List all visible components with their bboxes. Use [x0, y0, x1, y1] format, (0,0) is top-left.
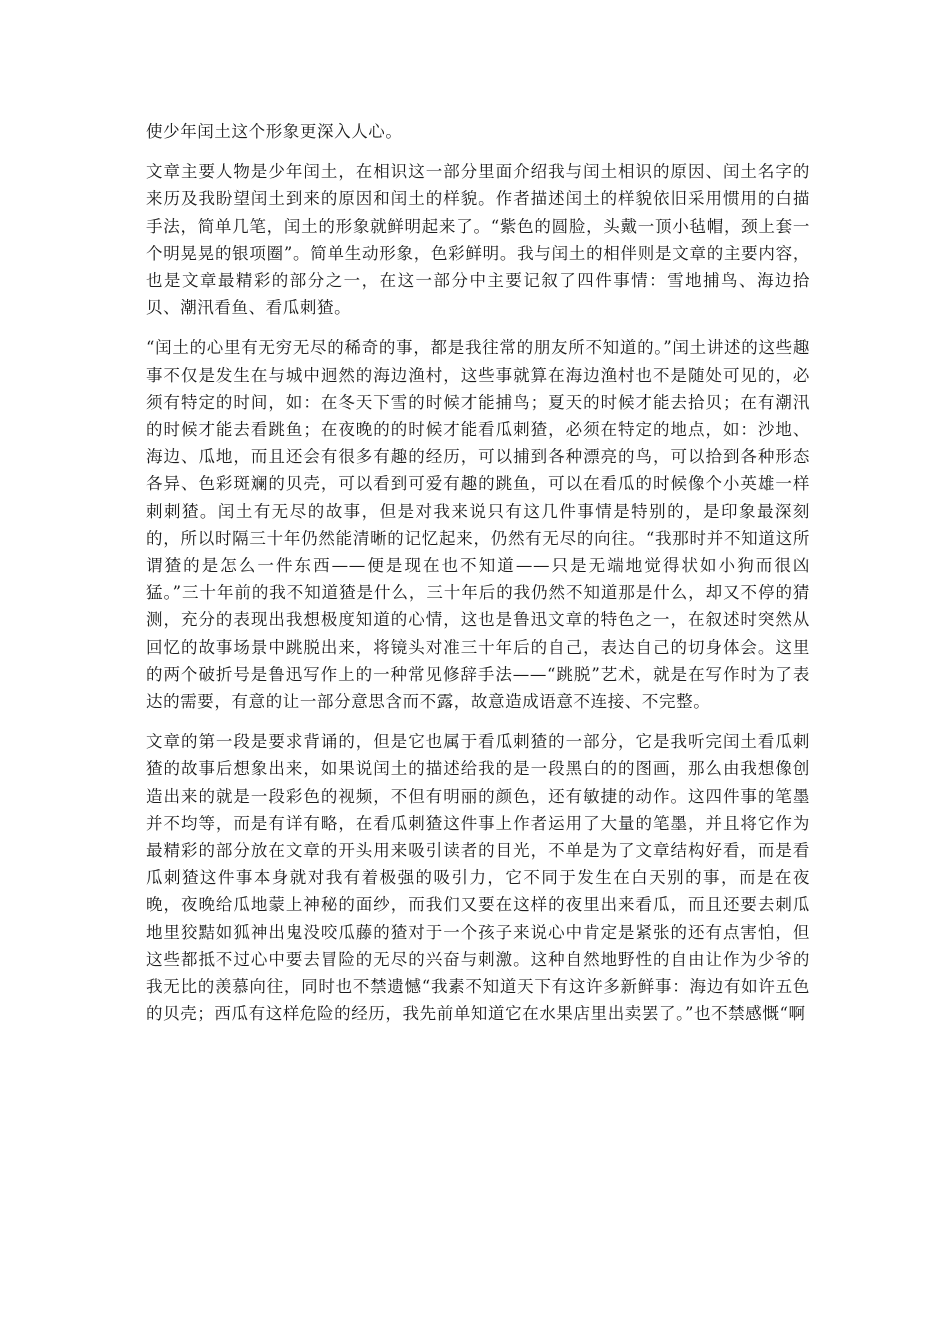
- document-body: [146, 118, 810, 1041]
- paragraph-1: 使少年闰土这个形象更深入人心。: [146, 122, 403, 141]
- paragraph-4: 文章的第一段是要求背诵的，但是它也属于看瓜刺猹的一部分，它是我听完闰土看瓜刺猹的故事后想象出来，如果说闰土的描述给我的是一段黑白的的图画，那么由我想像创造出来的就是一段彩色的视频，不但有明丽的颜色，还有敏捷的动作。这四件事的笔墨并不均等，而是有详有略，在看瓜刺猹这件事上作者运用了大量的笔墨，并且将它作为最精彩的部分放在文章的开头用来吸引读者的目光，不单是为了文章结构好看，而是看瓜刺猹这件事本身就对我有着极强的吸引力，它不同于发生在白天别的事，而是在夜晚，夜晚给瓜地蒙上神秘的面纱，而我们又要在这样的夜里出来看瓜，而且还要去刺瓜地里狡黠如狐神出鬼没咬瓜藤的猹对于一个孩子来说心中肯定是紧张的还有点害怕，但这些都抵不过心中要去冒险的无尽的兴奋与刺激。这种自然地野性的自由让作为少爷的我无比的羡慕向往，同时也不禁遗憾“我素不知道天下有这许多新鲜事：海边有如许五色的贝壳；西瓜有这样危险的经历，我先前单知道它在水果店里出卖罢了。”也不禁感慨“啊: [146, 732, 810, 1024]
- paragraph-3: “闰土的心里有无穷无尽的稀奇的事，都是我往常的朋友所不知道的。”闰土讲述的这些趣事不仅是发生在与城中迥然的海边渔村，这些事就算在海边渔村也不是随处可见的，必须有特定的时间，如：在冬天下雪的时候才能捕鸟；夏天的时候才能去拾贝；在有潮汛的时候才能去看跳鱼；在夜晚的的时候才能看瓜刺猹，必须在特定的地点，如：沙地、海边、瓜地，而且还会有很多有趣的经历，可以捕到各种漂亮的鸟，可以拾到各种形态各异、色彩斑斓的贝壳，可以看到可爱有趣的跳鱼，可以在看瓜的时候像个小英雄一样刺刺猹。闰土有无尽的故事，但是对我来说只有这几件事情是特别的，是印象最深刻的，所以时隔三十年仍然能清晰的记忆起来，仍然有无尽的向往。“我那时并不知道这所谓猹的是怎么一件东西——便是现在也不知道——只是无端地觉得状如小狗而很凶猛。”三十年前的我不知道猹是什么，三十年后的我仍然不知道那是什么，却又不停的猜测，充分的表现出我想极度知道的心情，这也是鲁迅文章的特色之一，在叙述时突然从回忆的故事场景中跳脱出来，将镜头对准三十年后的自己，表达自己的切身体会。这里的两个破折号是鲁迅写作上的一种常见修辞手法——“跳脱”艺术，就是在写作时为了表达的需要，有意的让一部分意思含而不露，故意造成语意不连接、不完整。: [146, 338, 810, 712]
- paragraph-2: 文章主要人物是少年闰土，在相识这一部分里面介绍我与闰土相识的原因、闰土名字的来历及我盼望闰土到来的原因和闰土的样貌。作者描述闰土的样貌依旧采用惯用的白描手法，简单几笔，闰土的形象就鲜明起来了。“紫色的圆脸，头戴一顶小毡帽，颈上套一个明晃晃的银项圈”。简单生动形象，色彩鲜明。我与闰土的相伴则是文章的主要内容，也是文章最精彩的部分之一，在这一部分中主要记叙了四件事情：雪地捕鸟、海边拾贝、潮汛看鱼、看瓜刺猹。: [146, 162, 810, 318]
